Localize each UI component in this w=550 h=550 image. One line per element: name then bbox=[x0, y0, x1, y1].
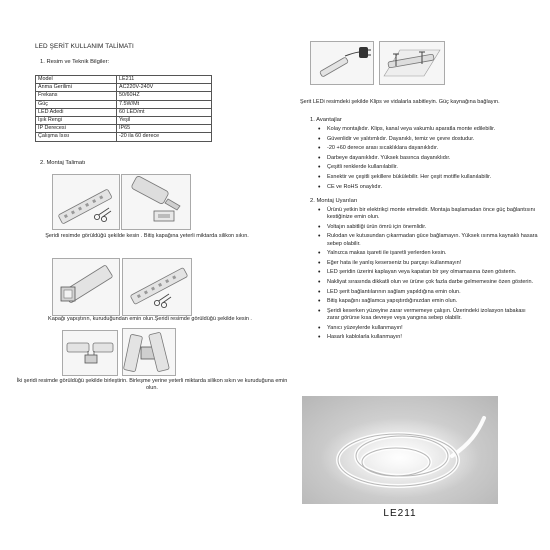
spec-value: 60 LED/mt bbox=[117, 108, 212, 116]
spec-value: LE211 bbox=[117, 76, 212, 84]
list-item: • Rulodan ve kutusundan çıkarmadan güce bağlamayın. Yüksek ısınma kaynaklı hasara sebep olabilir. bbox=[318, 233, 538, 247]
list-item: • Kolay montajlıdır. Klips, kanal veya vakumlu aparatla monte edilebilir. bbox=[318, 126, 538, 133]
figure-silicone-cap bbox=[121, 174, 191, 230]
caption-cut: Şeridi resimde görüldüğü şekilde kesin . Bitiş kapağına yeterli miktarda silikon sıkın. bbox=[45, 233, 249, 239]
product-photo bbox=[302, 396, 498, 504]
section-heading-advantages: 1. Avantajlar bbox=[310, 117, 342, 123]
spec-row bbox=[36, 92, 212, 100]
scissors-icon bbox=[154, 294, 171, 308]
spec-key: Güç bbox=[36, 100, 117, 108]
list-item: • CE ve RoHS onaylıdır. bbox=[318, 184, 538, 191]
product-label: LE211 bbox=[383, 508, 417, 519]
list-item: • Voltajın sabitliği ürün ömrü için önemlidir. bbox=[318, 224, 538, 231]
list-item: • Çeşitli renklerde kullanılabilir. bbox=[318, 164, 538, 171]
figure-joined-strip bbox=[122, 328, 176, 376]
spec-value: AC220V-240V bbox=[117, 84, 212, 92]
advantages-list bbox=[318, 126, 538, 193]
spec-key: IP Derecesi bbox=[36, 125, 117, 133]
section-heading-install: 2. Montaj Talimatı bbox=[40, 160, 86, 166]
list-item: • Eğer hata ile yanlış keserseniz bu parçayı kullanmayın! bbox=[318, 260, 538, 267]
list-item: • Yalnızca makas işareti ile işaretli yerlerden kesin. bbox=[318, 250, 538, 257]
list-item: • Şeridi keserken yüzeyine zarar vermemeye çalışın. Üzerindeki izolasyon tabakası zarar görürse kısa devreye veya yangına sebep olabilir. bbox=[318, 308, 538, 322]
spec-value: Yeşil bbox=[117, 116, 212, 124]
figure-cut-mark bbox=[122, 258, 192, 316]
figure-connector bbox=[62, 330, 118, 376]
warnings-list bbox=[318, 207, 538, 344]
spec-row bbox=[36, 108, 212, 116]
spec-key: Çalışma Isısı bbox=[36, 133, 117, 141]
figure-cut-strip bbox=[52, 174, 120, 230]
document-title: LED ŞERİT KULLANIM TALİMATI bbox=[35, 43, 134, 50]
spec-row bbox=[36, 133, 212, 141]
spec-table bbox=[35, 75, 212, 142]
list-item: • LED şeridin üzerini kaplayan veya kapatan bir şey olmamasına özen gösterin. bbox=[318, 269, 538, 276]
spec-key: Işık Rengi bbox=[36, 116, 117, 124]
spec-key: LED Adedi bbox=[36, 108, 117, 116]
spec-value: 50/60HZ bbox=[117, 92, 212, 100]
section-heading-warnings: 2. Montaj Uyarıları bbox=[310, 198, 358, 204]
spec-row bbox=[36, 125, 212, 133]
figure-mounting-clips bbox=[379, 41, 445, 85]
scissors-icon bbox=[94, 208, 111, 222]
caption-cap: Kapağı yapıştırın, kuruduğundan emin olun.Şeridi resimde görüldüğü şekilde kesin . bbox=[48, 316, 252, 322]
caption-join: İki şeridi resimde görüldüğü şekilde birleştirin. Birleşme yerine yeterli miktarda silikon sıkın ve kuruduğuna emin olun. bbox=[16, 378, 288, 392]
spec-row bbox=[36, 84, 212, 92]
list-item: • Nakliyat sırasında dikkatli olun ve ürüne çok fazla darbe gelmemesine özen gösterin. bbox=[318, 279, 538, 286]
list-item: • -20 +60 derece arası sıcaklıklara dayanıklıdır. bbox=[318, 145, 538, 152]
list-item: • Ürünü yetkin bir elektrikçi monte etmelidir. Montaja başlamadan önce güç bağlantısını kestiğinize emin olun. bbox=[318, 207, 538, 221]
spec-row bbox=[36, 100, 212, 108]
spec-key: Frekans bbox=[36, 92, 117, 100]
figure-end-cap bbox=[52, 258, 120, 316]
list-item: • Esnektir ve çeşitli şekillere bükülebilir. Her çeşit motifle kullanılabilir. bbox=[318, 174, 538, 181]
section-heading-specs: 1. Resim ve Teknik Bilgiler: bbox=[40, 59, 110, 65]
list-item: • Güvenlidir ve yalıtımlıdır. Dayanıklı, temiz ve çevre dostudur. bbox=[318, 136, 538, 143]
spec-row bbox=[36, 76, 212, 84]
list-item: • Yanıcı yüzeylerde kullanmayın! bbox=[318, 325, 538, 332]
list-item: • Bitiş kapağını sağlamca yapıştırdığınızdan emin olun. bbox=[318, 298, 538, 305]
caption-clip: Şerit LEDi resimdeki şekilde Klips ve vidalarla sabitleyin. Güç kaynağına bağlayın. bbox=[300, 99, 500, 105]
spec-value: 7.5W/Mt bbox=[117, 100, 212, 108]
spec-key: Anma Gerilimi bbox=[36, 84, 117, 92]
spec-key: Model bbox=[36, 76, 117, 84]
list-item: • Hasarlı kablolarla kullanmayın! bbox=[318, 334, 538, 341]
power-plug-icon bbox=[359, 47, 368, 58]
spec-row bbox=[36, 116, 212, 124]
figure-power-plug bbox=[310, 41, 374, 85]
list-item: • Darbeye dayanıklıdır. Yüksek basınca dayanıklıdır. bbox=[318, 155, 538, 162]
spec-value: IP65 bbox=[117, 125, 212, 133]
spec-value: -20 ila 60 derece bbox=[117, 133, 212, 141]
list-item: • LED şerit bağlantılarının sağlam yapıldığına emin olun. bbox=[318, 289, 538, 296]
